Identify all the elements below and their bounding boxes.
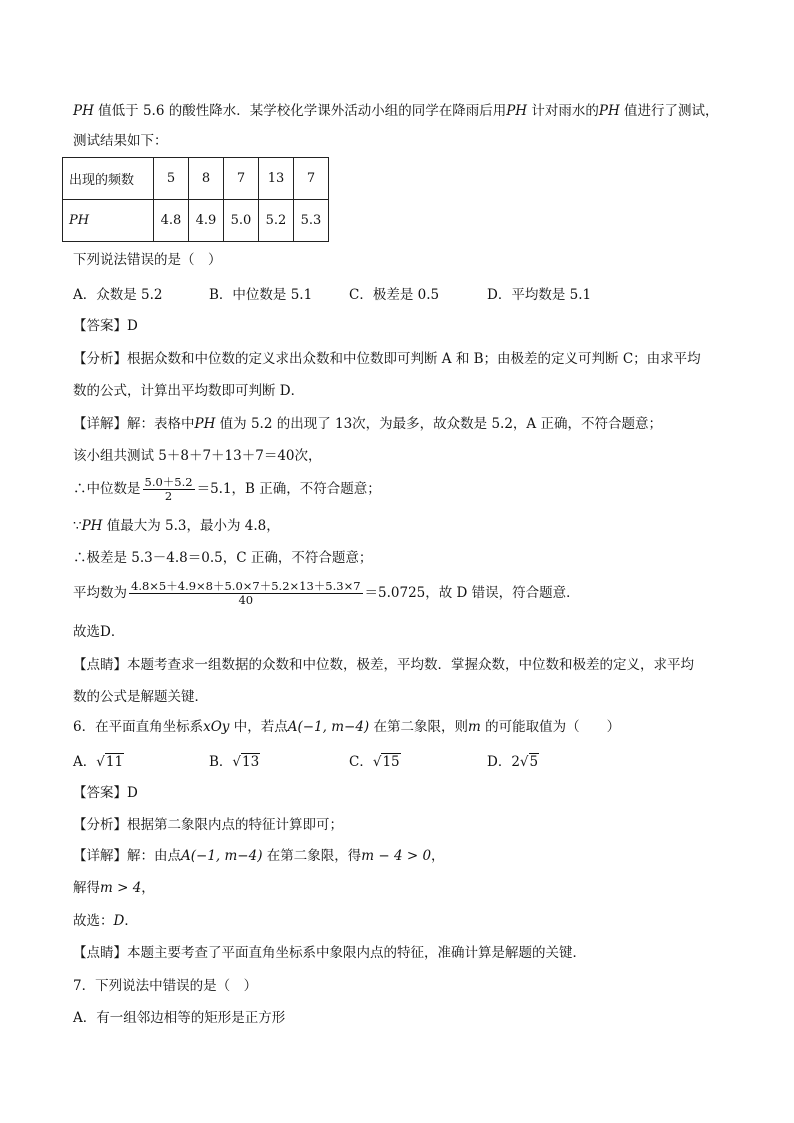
table-cell: 8 [189, 158, 224, 200]
table-cell: 4.9 [189, 200, 224, 242]
q5-stem: 下列说法错误的是（ ） [73, 252, 222, 268]
mean-text: ＝5.0725，故 D 错误，符合题意． [364, 585, 580, 601]
q6-comment: 【点睛】本题主要考查了平面直角坐标系中象限内点的特征，准确计算是解题的关键． [73, 945, 586, 961]
option-label: C． [349, 754, 373, 770]
q6-stem-text: 在第二象限，则 [369, 719, 468, 735]
table-cell: 7 [224, 158, 259, 200]
sqrt-expression: √13 [232, 754, 260, 770]
ph-symbol: PH [506, 103, 528, 119]
table-header-ph: PH [63, 200, 154, 242]
sqrt-expression: √15 [372, 754, 400, 770]
table-cell: 5.0 [224, 200, 259, 242]
table-cell: 5.3 [294, 200, 329, 242]
radicand: 5 [529, 754, 539, 770]
coordinate-system: xOy [203, 719, 230, 735]
fraction-denominator: 40 [238, 593, 254, 607]
median-text: ∴中位数是 [73, 481, 141, 497]
q6-choose [73, 911, 734, 931]
q5-option-d: D．平均数是 5.1 [487, 287, 592, 303]
detail-text: 值为 5.2 的出现了 13次，为最多，故众数是 5.2，A 正确，不符合题意； [215, 416, 662, 432]
intro-line-2: 测试结果如下： [73, 133, 168, 149]
q6-stem [73, 717, 734, 737]
table-cell: 13 [259, 158, 294, 200]
q5-option-c: C．极差是 0.5 [349, 287, 440, 303]
table-cell: 7 [294, 158, 329, 200]
fraction-numerator: 4.8×5＋4.9×8＋5.0×7＋5.2×13＋5.3×7 [131, 579, 361, 593]
table-cell: 5 [154, 158, 189, 200]
q6-answer: 【答案】D [73, 785, 138, 801]
detail-text: ， [431, 848, 445, 864]
q5-detail-line-1 [73, 414, 734, 434]
median-text: ＝5.1，B 正确，不符合题意； [196, 481, 381, 497]
intro-text: 值低于 5.6 的酸性降水．某学校化学课外活动小组的同学在降雨后用 [93, 103, 507, 119]
fraction-denominator: 2 [164, 489, 173, 503]
inequality: m > 4 [100, 880, 142, 896]
q5-option-a: A．众数是 5.2 [73, 287, 163, 303]
table-cell: 5.2 [259, 200, 294, 242]
solve-text: ， [141, 880, 155, 896]
q5-comment-line-1: 【点睛】本题考查求一组数据的众数和中位数，极差，平均数．掌握众数，中位数和极差的定义，求平均 [73, 657, 694, 673]
q5-option-b: B．中位数是 5.1 [209, 287, 313, 303]
table-header-frequency: 出现的频数 [63, 158, 154, 200]
detail-text: 【详解】解：由点 [73, 848, 181, 864]
choose-text: ． [124, 913, 138, 929]
q6-option-d [487, 750, 539, 770]
variable-m: m [467, 719, 481, 735]
q5-mean-line [73, 578, 734, 608]
intro-text: 计对雨水的 [527, 103, 599, 119]
q5-analysis-line-2: 数的公式，计算出平均数即可判断 D． [73, 383, 305, 399]
ph-symbol: PH [194, 416, 216, 432]
q6-option-a [73, 750, 124, 770]
mean-fraction [129, 580, 363, 607]
q6-detail [73, 846, 734, 866]
point-a: A(−1, m−4) [287, 719, 370, 735]
table-cell: 4.8 [154, 200, 189, 242]
intro-line-1 [73, 101, 734, 121]
q5-detail-line-2: 该小组共测试 5＋8＋7＋13＋7＝40次， [73, 448, 322, 464]
option-label: D．2 [487, 754, 520, 770]
solve-text: 解得 [73, 880, 100, 896]
q6-stem-text: 中，若点 [229, 719, 288, 735]
radicand: 15 [382, 754, 400, 770]
sqrt-expression: √11 [96, 754, 124, 770]
point-a: A(−1, m−4) [181, 848, 263, 864]
q5-comment-line-2: 数的公式是解题关键． [73, 689, 208, 705]
detail-text: 在第二象限，得 [262, 848, 362, 864]
inequality: m − 4 > 0 [361, 848, 432, 864]
q6-stem-text: 的可能取值为（ ） [480, 719, 621, 735]
q6-stem-text: 6．在平面直角坐标系 [73, 719, 204, 735]
ph-symbol: PH [81, 518, 103, 534]
ph-symbol: PH [598, 103, 620, 119]
table-row [63, 158, 329, 200]
choose-answer: D [113, 913, 125, 929]
ph-symbol: PH [73, 103, 94, 119]
option-label: A． [73, 754, 97, 770]
q6-option-b [209, 750, 260, 770]
mean-text: 平均数为 [73, 585, 127, 601]
q6-solve [73, 878, 734, 898]
intro-text: 值进行了测试， [619, 103, 719, 119]
median-fraction [143, 476, 195, 503]
choose-text: 故选： [73, 913, 114, 929]
q5-median-line [73, 474, 734, 504]
q5-because-line [73, 516, 734, 536]
table-row [63, 200, 329, 242]
option-label: B． [209, 754, 233, 770]
radicand: 11 [105, 754, 124, 770]
because-text: 值最大为 5.3，最小为 4.8， [102, 518, 280, 534]
q5-analysis-line-1: 【分析】根据众数和中位数的定义求出众数和中位数即可判断 A 和 B；由极差的定义可判断 C；由求平均 [73, 351, 701, 367]
sqrt-expression: √5 [519, 754, 539, 770]
q5-range-line: ∴极差是 5.3－4.8＝0.5，C 正确，不符合题意； [73, 550, 373, 566]
q7-option-a: A．有一组邻边相等的矩形是正方形 [73, 1010, 286, 1026]
ph-frequency-table [62, 157, 329, 242]
q7-stem: 7．下列说法中错误的是（ ） [73, 978, 258, 994]
q6-analysis: 【分析】根据第二象限内点的特征计算即可； [73, 817, 343, 833]
because-symbol: ∵ [73, 518, 82, 534]
fraction-numerator: 5.0＋5.2 [144, 475, 193, 489]
radicand: 13 [242, 754, 260, 770]
q5-answer: 【答案】D [73, 318, 138, 334]
detail-text: 【详解】解：表格中 [73, 416, 195, 432]
q5-choose: 故选D． [73, 624, 125, 640]
q6-option-c [349, 750, 401, 770]
